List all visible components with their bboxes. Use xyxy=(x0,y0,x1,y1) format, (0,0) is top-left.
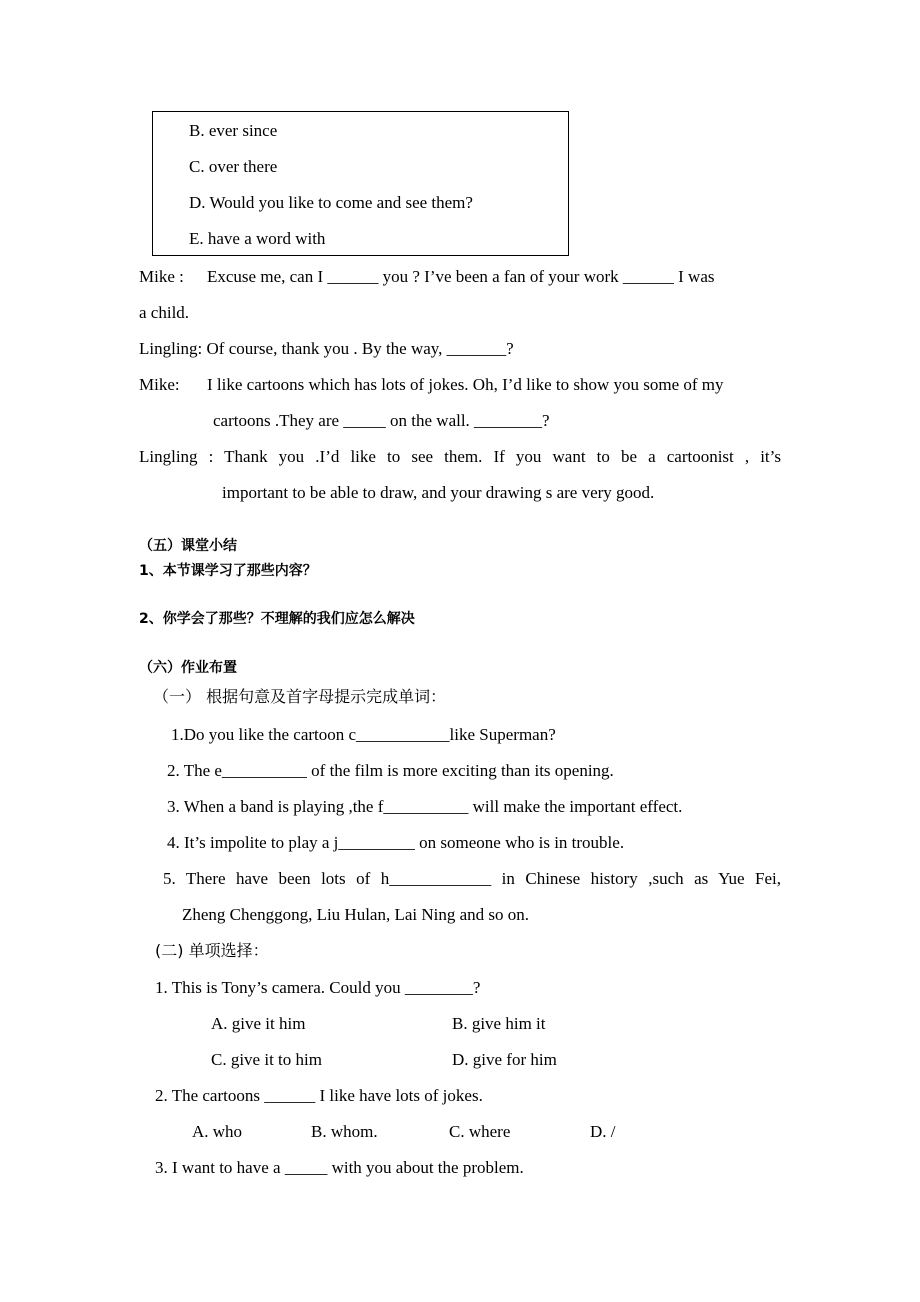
choice-option: C. where xyxy=(449,1122,511,1141)
choice-question: 3. I want to have a _____ with you about the problem. xyxy=(155,1158,524,1177)
dialogue-line: cartoons .They are _____ on the wall. ________? xyxy=(213,411,550,430)
fill-item: 1.Do you like the cartoon c___________like Superman? xyxy=(171,725,556,744)
dialogue-line-lingling: Lingling: Of course, thank you . By the way, _______? xyxy=(139,339,514,358)
option-d: D. Would you like to come and see them? xyxy=(189,193,473,212)
fill-item-continuation: Zheng Chenggong, Liu Hulan, Lai Ning and so on. xyxy=(182,905,530,924)
choice-option: D. / xyxy=(590,1122,616,1141)
summary-question: 1、本节课学习了那些内容？ xyxy=(139,563,317,579)
choice-option: B. give him it xyxy=(452,1014,546,1033)
fill-item: 3. When a band is playing ,the f__________ will make the important effect. xyxy=(167,797,683,816)
option-e: E. have a word with xyxy=(189,229,326,248)
fill-item: 5. There have been lots of h____________ in Chinese history ,such as Yue Fei, xyxy=(163,869,781,888)
fill-item: 2. The e__________ of the film is more exciting than its opening. xyxy=(167,761,614,780)
homework-part1-title: （一） 根据句意及首字母提示完成单词： xyxy=(153,687,447,706)
homework-heading: （六）作业布置 xyxy=(139,660,237,676)
choice-question: 1. This is Tony’s camera. Could you ________? xyxy=(155,978,481,997)
choice-option: A. give it him xyxy=(211,1014,306,1033)
summary-heading: （五）课堂小结 xyxy=(139,538,237,554)
choice-option: C. give it to him xyxy=(211,1050,322,1069)
choice-option: D. give for him xyxy=(452,1050,557,1069)
option-c: C. over there xyxy=(189,157,278,176)
dialogue-line: I like cartoons which has lots of jokes. Oh, I’d like to show you some of my xyxy=(207,375,724,394)
fill-item: 4. It’s impolite to play a j_________ on someone who is in trouble. xyxy=(167,833,625,852)
dialogue-line-lingling: Lingling : Thank you .I’d like to see them. If you want to be a cartoonist , it’s xyxy=(139,447,781,466)
dialogue-line: Excuse me, can I ______ you ? I’ve been a fan of your work ______ I was xyxy=(207,267,715,286)
dialogue-speaker-mike: Mike : xyxy=(139,267,184,286)
dialogue-line: a child. xyxy=(139,303,190,322)
option-b: B. ever since xyxy=(189,121,278,140)
summary-question: 2、你学会了那些？不理解的我们应怎么解决 xyxy=(139,611,415,627)
homework-part2-title: (二) 单项选择： xyxy=(155,941,269,960)
dialogue-speaker-mike: Mike: xyxy=(139,375,180,394)
choice-option: A. who xyxy=(192,1122,243,1141)
choice-option: B. whom. xyxy=(311,1122,378,1141)
dialogue-line: important to be able to draw, and your drawing s are very good. xyxy=(222,483,655,502)
choice-question: 2. The cartoons ______ I like have lots of jokes. xyxy=(155,1086,483,1105)
